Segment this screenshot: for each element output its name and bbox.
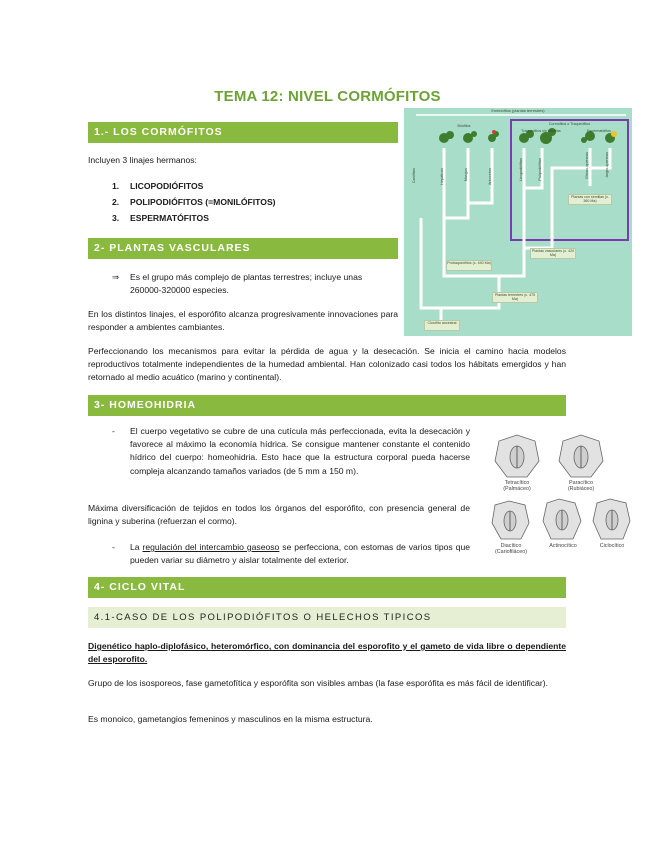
- tree-label-embriofitos: Embriófitos (plantas terrestres): [491, 108, 545, 113]
- section-heading-ciclo-vital: 4- CICLO VITAL: [88, 577, 566, 598]
- tree-node-terrestres: Plantas terrestres (c. 475 Ma): [492, 292, 538, 303]
- tree-label-briofitos: Briófitos: [457, 124, 471, 128]
- section-heading-cormofitos: 1.- LOS CORMÓFITOS: [88, 122, 398, 143]
- stoma-label-actinocitico: Actinocítico: [549, 543, 577, 549]
- arrow-icon: ⇒: [112, 272, 120, 282]
- list-item: 1. LICOPODIÓFITOS: [112, 181, 204, 191]
- s3-bullet-2: La regulación del intercambio gaseoso se perfecciona, con estomas de varios tipos que pueden variar su diámetro y aislar totalmente del exterior.: [130, 542, 470, 566]
- stomata-figure: [487, 427, 632, 567]
- dash-icon: -: [112, 542, 115, 552]
- s3-paragraph-1: Máxima diversificación de tejidos en todos los órganos del esporófito, con presencia general de lignina y suberina (refuerzan el cormo).: [88, 503, 470, 527]
- tree-label-sin-semillas: Traqueófitos sin semillas: [521, 129, 561, 133]
- s4-paragraph-2: Grupo de los isosporeos, fase gametofítica y esporófita son visibles ambas (la fase esporófita es más fácil de identificar).: [88, 678, 548, 688]
- stoma-label-ciclocitico: Ciclocítico: [599, 543, 625, 549]
- list-item: 2. POLIPODIÓFITOS (=MONILÓFITOS): [112, 197, 276, 207]
- s2-bullet: ⇒ Es el grupo más complejo de plantas terrestres; incluye unas 260000-320000 especies.: [112, 272, 363, 296]
- tree-leaf-gimnospermas: Gimno-spermas: [585, 152, 589, 180]
- stoma-label-tetracitico: Tetracítico (Palmáceo): [503, 480, 531, 493]
- phylogeny-figure: [404, 108, 632, 336]
- tree-leaf-polipodiofitas: Polipodiófitas: [538, 158, 542, 181]
- tree-node-vasculares: Plantas vasculares (c. 420 Ma): [531, 249, 575, 257]
- tree-node-protraqueofitos: Protraqueófitos (c. 440 Ma): [446, 260, 492, 271]
- tree-leaf-musgos: Musgos: [464, 168, 468, 182]
- section-heading-homeohidria: 3- HOMEOHIDRIA: [88, 395, 566, 416]
- page-title: TEMA 12: NIVEL CORMÓFITOS: [214, 88, 441, 105]
- tree-leaf-antoceros: Antoceros: [488, 168, 492, 186]
- tree-label-espermatofitos: Espermatófitos: [587, 129, 611, 133]
- stoma-label-diacitico: Diacítico (Cariofiláceo): [494, 543, 528, 556]
- s2-paragraph-1: En los distintos linajes, el esporófito alcanza progresivamente innovaciones para responder a ambientes cambiantes.: [88, 309, 398, 333]
- dash-icon: -: [112, 426, 115, 436]
- list-item: 3. ESPERMATÓFITOS: [112, 213, 209, 223]
- s4-paragraph-1: Digenético haplo-diplofásico, heteromórfico, con dominancia del esporofito y el gameto de vida libre o dependiente del esporofito.: [88, 641, 566, 665]
- s1-intro: Incluyen 3 linajes hermanos:: [88, 155, 197, 165]
- tree-leaf-hepaticas: Hepáticas: [440, 168, 444, 185]
- s3-bullet-1: El cuerpo vegetativo se cubre de una cutícula más perfeccionada, evita la desecación y favorece al máximo la economía hídrica. Se consigue mantener constante el contenido hídrico del cuerpo: homeohidria. Esto hace que la estructura corporal pueda hacerse compleja alcanzando tamaños variados (de 5 mm a 150 m).: [130, 426, 470, 476]
- tree-label-cormofitos: Cormófitos o Traqueófitos: [548, 122, 591, 126]
- tree-leaf-carofitas: Carófitas: [412, 168, 416, 184]
- tree-leaf-licopodiofitas: Licopodiófitas: [519, 158, 523, 182]
- section-heading-plantas-vasculares: 2- PLANTAS VASCULARES: [88, 238, 398, 259]
- tree-node-semillas: Plantas con semillas (c. 360 Ma): [568, 194, 612, 205]
- tree-node-ancestral: Clorófito ancestral: [424, 320, 460, 331]
- subsection-heading-polipodiofitos: 4.1-CASO DE LOS POLIPODIÓFITOS O HELECHOS TIPICOS: [88, 607, 566, 628]
- tree-leaf-angiospermas: Angio-spermas: [605, 152, 609, 178]
- s1-lineage-list: [112, 180, 276, 228]
- s2-paragraph-2: Perfeccionando los mecanismos para evitar la pérdida de agua y la desecación. Se inicia el camino hacia modelos reproductivos totalmente independientes de la humedad ambiental. Han colonizado casi todos los hábitats emergidos y han retornado al medio acuático (marino y continental).: [88, 346, 566, 383]
- s4-paragraph-3: Es monoico, gametangios femeninos y masculinos en la misma estructura.: [88, 714, 373, 724]
- stoma-label-paracitico: Paracítico (Rubiáceo): [567, 480, 595, 493]
- gas-exchange-link: regulación del intercambio gaseoso: [142, 542, 280, 552]
